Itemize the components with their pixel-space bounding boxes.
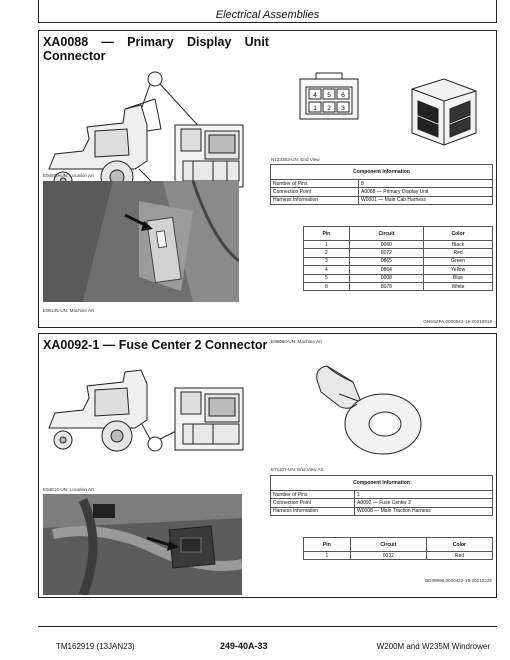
header-box xyxy=(38,0,497,23)
table-row: Harness Information W0008 — Main Traction Harness xyxy=(271,507,493,515)
connector-end-view xyxy=(294,69,494,155)
endview-caption: E71107-UN: End View Art xyxy=(271,467,324,472)
pin-table xyxy=(303,537,493,560)
title-word: Unit xyxy=(244,35,269,49)
connector-label-3: 3 xyxy=(341,105,345,112)
machine-photo xyxy=(43,181,239,302)
location-caption: E94814-UN: Location Art xyxy=(43,487,94,492)
footer-rule xyxy=(38,626,497,627)
doc-reference: BD39998,0000422-19-20210225 xyxy=(425,578,492,583)
table-row: 8 8078 White xyxy=(304,282,493,290)
table-row: Harness Information W0001 — Main Cab Harness xyxy=(271,196,493,204)
table-row: Number of Pins 8 xyxy=(271,180,493,188)
section-xa0092-1 xyxy=(38,333,497,598)
section-title xyxy=(43,35,269,63)
connector-label-2: 2 xyxy=(327,105,331,112)
footer-right: W200M and W235M Windrower xyxy=(376,642,490,651)
title-word: Display xyxy=(186,35,232,49)
connector-label-5: 5 xyxy=(327,92,331,99)
table-row: 5 0008 Blue xyxy=(304,274,493,282)
table-header: Pin Circuit Color xyxy=(304,227,493,241)
footer-left: TM162919 (13JAN23) xyxy=(56,642,135,651)
title-line2: Connector xyxy=(43,49,106,63)
section-xa0088 xyxy=(38,30,497,328)
endview-caption: N123383-UN: End View xyxy=(271,157,320,162)
title-word: Primary xyxy=(127,35,174,49)
title-word: XA0088 xyxy=(43,35,89,49)
footer-page: 249-40A-33 xyxy=(220,641,268,651)
ring-terminal-end-view xyxy=(301,354,441,466)
table-row: Connection Point A0088 — Primary Display Unit xyxy=(271,188,493,196)
component-heading: Component Information xyxy=(271,165,493,180)
doc-reference: GN5SZFA,0000542-19-20210818 xyxy=(423,319,492,324)
connector-label-4: 4 xyxy=(313,92,317,99)
component-info-table xyxy=(270,164,493,205)
machine-caption: E95066-UN: Machine Art xyxy=(271,339,322,344)
section-header: Electrical Assemblies xyxy=(215,9,320,21)
table-row: 1 0060 Black xyxy=(304,241,493,249)
pin-table xyxy=(303,226,493,291)
table-row: Connection Point A0092 — Fuse Center 2 xyxy=(271,499,493,507)
table-row: 4 0864 Yellow xyxy=(304,266,493,274)
machine-caption: E96145-UN: Machine Art xyxy=(43,308,94,313)
section-title: XA0092-1 — Fuse Center 2 Connector xyxy=(43,338,268,352)
table-row: 1 0032 Red xyxy=(304,552,493,560)
windrower-location-art xyxy=(43,368,249,486)
table-row: 3 0865 Green xyxy=(304,257,493,265)
table-row: Number of Pins 1 xyxy=(271,491,493,499)
component-info-table xyxy=(270,475,493,516)
location-caption: E94800-UN: Location Art xyxy=(43,173,94,178)
table-header: Pin Circuit Color xyxy=(304,538,493,552)
title-word: — xyxy=(101,35,114,49)
connector-label-6: 6 xyxy=(341,92,345,99)
component-heading: Component Information xyxy=(271,476,493,491)
table-row: 2 8072 Red xyxy=(304,249,493,257)
machine-photo xyxy=(43,494,242,595)
connector-label-1: 1 xyxy=(313,105,317,112)
